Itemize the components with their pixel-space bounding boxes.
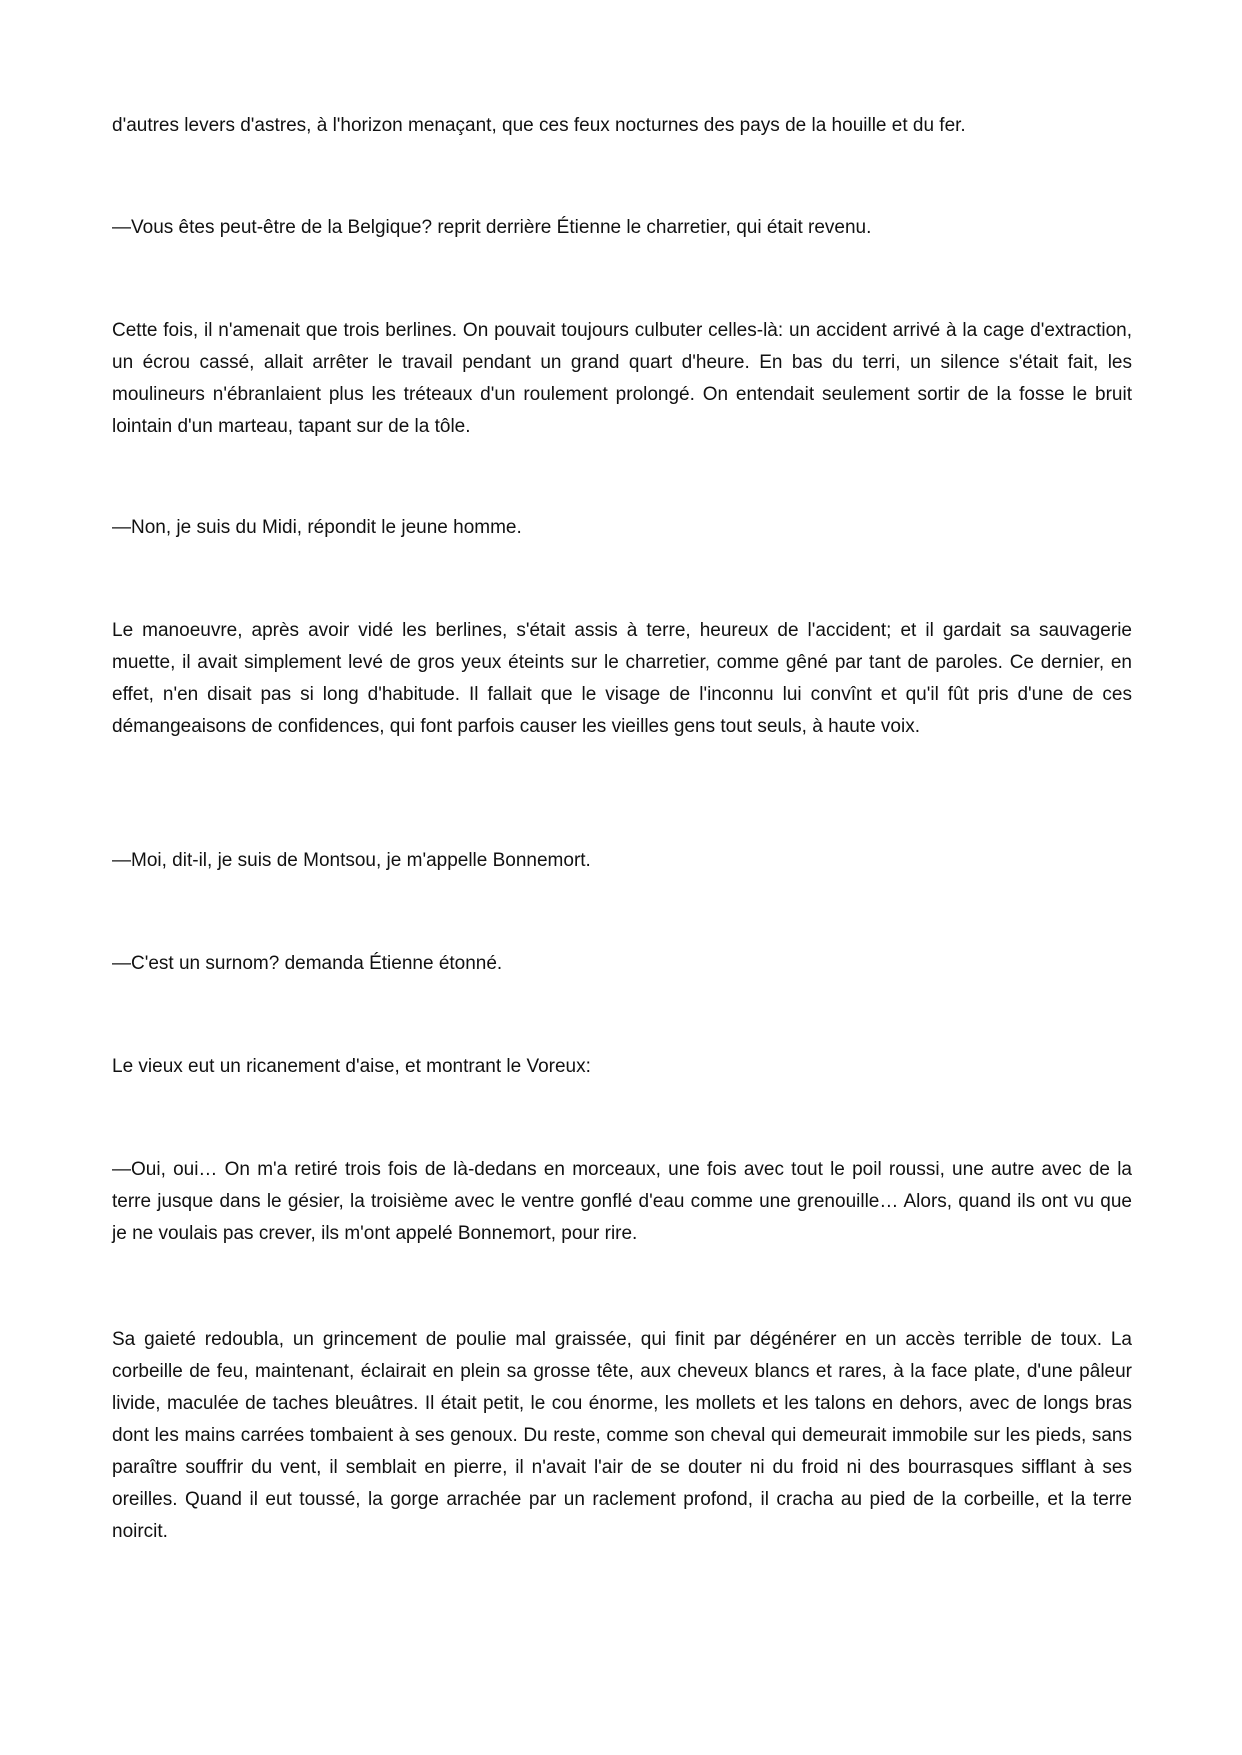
paragraph-9: —Oui, oui… On m'a retiré trois fois de là-dedans en morceaux, une fois avec tout le poil roussi, une autre avec de la terre jusque dans le gésier, la troisième avec le ventre gonflé d'eau comme une grenouille… Alors, quand ils ont vu que je ne voulais pas crever, ils m'ont appelé Bonnemort, pour rire.	[112, 1159, 1132, 1244]
paragraph-10: Sa gaieté redoubla, un grincement de poulie mal graissée, qui finit par dégénérer en un accès terrible de toux. La corbeille de feu, maintenant, éclairait en plein sa grosse tête, aux cheveux blancs et rares, à la face plate, d'une pâleur livide, maculée de taches bleuâtres. Il était petit, le cou énorme, les mollets et les talons en dehors, avec de longs bras dont les mains carrées tombaient à ses genoux. Du reste, comme son cheval qui demeurait immobile sur les pieds, sans paraître souffrir du vent, il semblait en pierre, il n'avait l'air de se douter ni du froid ni des bourrasques sifflant à ses oreilles. Quand il eut toussé, la gorge arrachée par un raclement profond, il cracha au pied de la corbeille, et la terre noircit.	[112, 1329, 1132, 1542]
paragraph-5: Le manoeuvre, après avoir vidé les berlines, s'était assis à terre, heureux de l'accident; et il gardait sa sauvagerie muette, il avait simplement levé de gros yeux éteints sur le charretier, comme gêné par tant de paroles. Ce dernier, en effet, n'en disait pas si long d'habitude. Il fallait que le visage de l'inconnu lui convînt et qu'il fût pris d'une de ces démangeaisons de confidences, qui font parfois causer les vieilles gens tout seuls, à haute voix.	[112, 620, 1132, 737]
paragraph-3: Cette fois, il n'amenait que trois berlines. On pouvait toujours culbuter celles-là: un accident arrivé à la cage d'extraction, un écrou cassé, allait arrêter le travail pendant un grand quart d'heure. En bas du terri, un silence s'était fait, les moulineurs n'ébranlaient plus les tréteaux d'un roulement prolongé. On entendait seulement sortir de la fosse le bruit lointain d'un marteau, tapant sur de la tôle.	[112, 320, 1132, 437]
paragraph-4: —Non, je suis du Midi, répondit le jeune homme.	[112, 517, 522, 538]
paragraph-2: —Vous êtes peut-être de la Belgique? reprit derrière Étienne le charretier, qui était revenu.	[112, 217, 872, 238]
paragraph-7: —C'est un surnom? demanda Étienne étonné.	[112, 953, 503, 974]
paragraph-8: Le vieux eut un ricanement d'aise, et montrant le Voreux:	[112, 1056, 591, 1077]
paragraph-1: d'autres levers d'astres, à l'horizon menaçant, que ces feux nocturnes des pays de la houille et du fer.	[112, 115, 966, 136]
paragraph-6: —Moi, dit-il, je suis de Montsou, je m'appelle Bonnemort.	[112, 850, 591, 871]
